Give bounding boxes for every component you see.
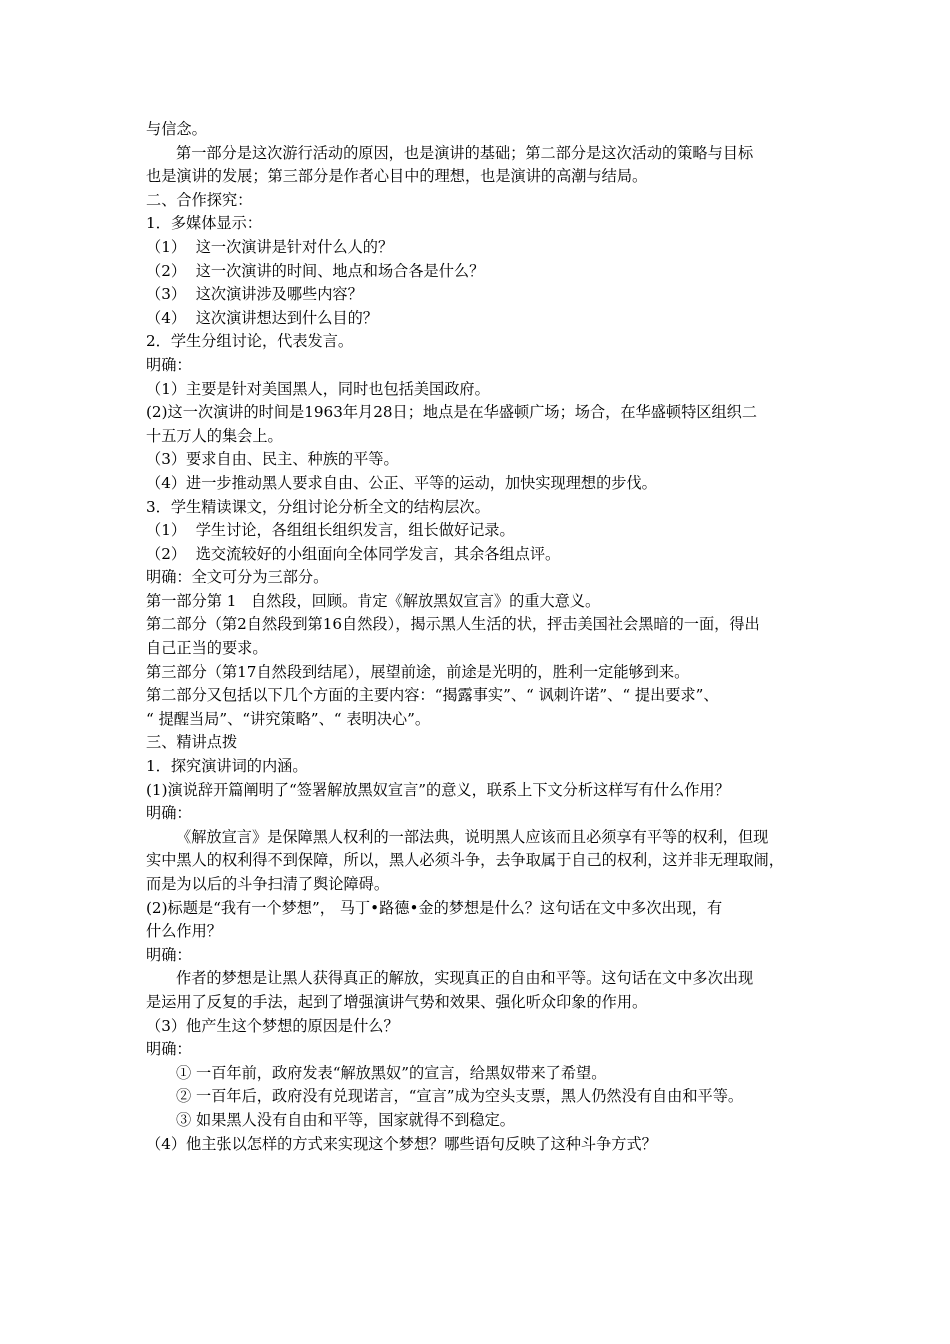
text-line: 是运用了反复的手法，起到了增强演讲气势和效果、强化听众印象的作用。: [146, 992, 648, 1011]
text-line: （2） 选交流较好的小组面向全体同学发言，其余各组点评。: [146, 544, 561, 563]
text-line: 而是为以后的斗争扫清了舆论障碍。: [146, 875, 389, 893]
text-line: （3）要求自由、民主、种族的平等。: [146, 450, 399, 469]
text-line: （3）他产生这个梦想的原因是什么？: [146, 1016, 399, 1035]
text-line: 第二部分又包括以下几个方面的主要内容：“揭露事实”、“ 讽刺许诺”、“ 提出要求”、: [146, 686, 719, 705]
text-line: 实中黑人的权利得不到保障，所以，黑人必须斗争，去争取属于自己的权利，这并非无理取闹，: [146, 851, 784, 870]
text-line: 明确：: [146, 804, 192, 823]
text-line: 明确：: [146, 945, 192, 964]
text-line: （4）进一步推动黑人要求自由、公正、平等的运动，加快实现理想的步伐。: [146, 473, 657, 492]
text-line: “ 提醒当局”、“讲究策略”、“ 表明决心”。: [146, 709, 431, 728]
text-line: 《解放宣言》是保障黑人权利的一部法典，说明黑人应该而且必须享有平等的权利，但现: [176, 827, 769, 846]
text-line: ③ 如果黑人没有自由和平等，国家就得不到稳定。: [176, 1110, 515, 1129]
text-line: ① 一百年前，政府发表“解放黑奴”的宣言，给黑奴带来了希望。: [176, 1063, 607, 1082]
text-line: 第一部分第 1 自然段，回顾。肯定《解放黑奴宣言》的重大意义。: [146, 591, 601, 610]
text-line: （1）主要是针对美国黑人，同时也包括美国政府。: [146, 379, 490, 398]
text-line: 什么作用？: [146, 922, 222, 941]
text-line: 1．探究演讲词的内涵。: [146, 757, 308, 776]
text-line: 十五万人的集会上。: [146, 426, 283, 445]
text-line: 作者的梦想是让黑人获得真正的解放，实现真正的自由和平等。这句话在文中多次出现: [176, 969, 754, 988]
text-line: 二、合作探究：: [146, 190, 253, 209]
text-line: 第二部分（第2自然段到第16自然段），揭示黑人生活的状，抨击美国社会黑暗的一面，得出: [146, 615, 760, 634]
text-line: 明确：全文可分为三部分。: [146, 568, 329, 587]
text-line: ② 一百年后，政府没有兑现诺言，“宣言”成为空头支票，黑人仍然没有自由和平等。: [176, 1087, 744, 1106]
text-line: 3．学生精读课文，分组讨论分析全文的结构层次。: [146, 497, 490, 516]
text-line: （1） 这一次演讲是针对什么人的？: [146, 237, 394, 256]
text-line: (1)演说辞开篇阐明了“签署解放黑奴宣言”的意义，联系上下文分析这样写有什么作用？: [146, 780, 730, 799]
text-line: （3） 这次演讲涉及哪些内容？: [146, 285, 363, 304]
text-line: （4）他主张以怎样的方式来实现这个梦想？哪些语句反映了这种斗争方式？: [146, 1134, 657, 1153]
text-line: （4） 这次演讲想达到什么目的？: [146, 308, 378, 327]
text-line: 也是演讲的发展；第三部分是作者心目中的理想，也是演讲的高潮与结局。: [146, 167, 648, 186]
text-line: 第一部分是这次游行活动的原因，也是演讲的基础；第二部分是这次活动的策略与目标: [176, 143, 754, 162]
text-line: （2） 这一次演讲的时间、地点和场合各是什么？: [146, 261, 485, 280]
text-line: 自己正当的要求。: [146, 639, 268, 658]
text-line: 明确：: [146, 355, 192, 374]
text-line: 与信念。: [146, 120, 207, 138]
text-line: 第三部分（第17自然段到结尾），展望前途，前途是光明的，胜利一定能够到来。: [146, 662, 690, 681]
text-line: 三、精讲点拨: [146, 733, 238, 752]
text-line: （1） 学生讨论，各组组长组织发言，组长做好记录。: [146, 521, 515, 540]
text-line: 2．学生分组讨论，代表发言。: [146, 332, 354, 351]
text-line: (2)标题是“我有一个梦想”， 马丁•路德•金的梦想是什么？这句话在文中多次出现，有: [146, 898, 723, 917]
text-line: 明确：: [146, 1040, 192, 1059]
document-page: [146, 118, 816, 1156]
text-line: 1．多媒体显示：: [146, 214, 262, 233]
text-line: (2)这一次演讲的时间是1963年月28日；地点是在华盛顿广场；场合，在华盛顿特区组织二: [146, 403, 758, 422]
